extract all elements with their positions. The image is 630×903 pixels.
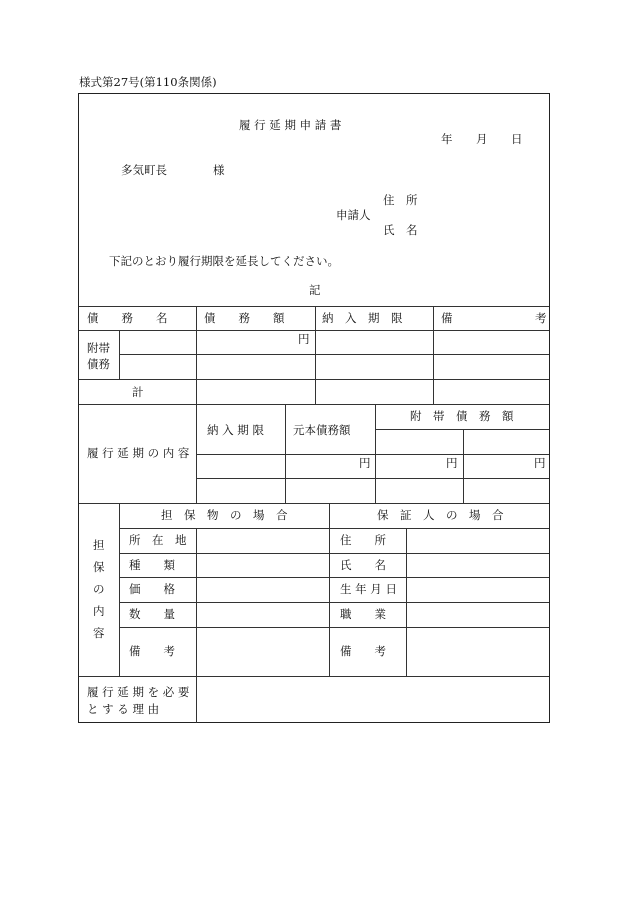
form-title: 履 行 延 期 申 請 書: [239, 118, 342, 132]
divider: [79, 503, 549, 504]
collateral-label-char: 容: [93, 626, 105, 640]
divider: [315, 306, 316, 404]
collateral-label-char: 担: [93, 538, 105, 552]
divider: [79, 306, 549, 307]
applicant-address-label: 住 所: [383, 193, 418, 207]
extension-attached-debt-amount: 附 帯 債 務 額: [410, 409, 514, 423]
divider: [463, 429, 464, 503]
date-day-label: 日: [511, 132, 523, 146]
divider: [196, 454, 549, 455]
reason-label-line2: と す る 理 由: [87, 702, 160, 716]
collateral-property-heading: 担 保 物 の 場 合: [161, 508, 288, 522]
extension-due-date: 納 入 期 限: [207, 423, 264, 437]
divider: [119, 354, 549, 355]
applicant-label: 申請人: [336, 208, 371, 222]
divider: [119, 602, 549, 603]
ki-heading: 記: [309, 283, 321, 297]
request-body-text: 下記のとおり履行期限を延長してください。: [109, 254, 339, 268]
form-number-label: 様式第27号(第110条関係): [79, 75, 217, 89]
property-quantity-label: 数 量: [129, 607, 175, 621]
guarantor-remarks-label: 備 考: [340, 644, 386, 658]
divider: [79, 379, 549, 380]
addressee-suffix: 様: [213, 163, 225, 177]
attached-debt-label-1: 附帯: [87, 341, 110, 355]
applicant-name-label: 氏 名: [383, 223, 418, 237]
divider: [119, 627, 549, 628]
yen-unit: 円: [534, 456, 546, 470]
extension-content-label: 履 行 延 期 の 内 容: [87, 446, 190, 460]
divider: [196, 306, 197, 404]
divider: [79, 404, 549, 405]
col-due-date: 納 入 期 限: [322, 311, 403, 325]
divider: [119, 553, 549, 554]
yen-unit: 円: [446, 456, 458, 470]
property-price-label: 価 格: [129, 582, 175, 596]
collateral-label-char: 保: [93, 560, 105, 574]
divider: [119, 330, 120, 379]
divider: [119, 577, 549, 578]
date-year-label: 年: [441, 132, 453, 146]
divider: [375, 429, 549, 430]
divider: [79, 676, 549, 677]
property-type-label: 種 類: [129, 558, 175, 572]
col-debt-name: 債 務 名: [87, 311, 168, 325]
collateral-label-char: 内: [93, 604, 105, 618]
divider: [196, 478, 549, 479]
col-remarks-end: 考: [535, 311, 547, 325]
yen-unit: 円: [359, 456, 371, 470]
property-remarks-label: 備 考: [129, 644, 175, 658]
property-location-label: 所 在 地: [129, 533, 187, 547]
total-label: 計: [132, 385, 144, 399]
guarantor-name-label: 氏 名: [340, 558, 386, 572]
divider: [196, 676, 197, 723]
collateral-guarantor-heading: 保 証 人 の 場 合: [377, 508, 504, 522]
addressee-name: 多気町長: [121, 163, 167, 177]
guarantor-birthdate-label: 生 年 月 日: [340, 582, 397, 596]
reason-label-line1: 履 行 延 期 を 必 要: [87, 685, 190, 699]
yen-unit: 円: [298, 332, 310, 346]
date-month-label: 月: [476, 132, 488, 146]
divider: [79, 330, 549, 331]
col-remarks-start: 備: [441, 311, 453, 325]
extension-principal-amount: 元本債務額: [293, 423, 351, 437]
attached-debt-label-2: 債務: [87, 357, 110, 371]
guarantor-address-label: 住 所: [340, 533, 386, 547]
application-form: [78, 93, 550, 723]
col-debt-amount: 債 務 額: [204, 311, 285, 325]
collateral-label-char: の: [93, 582, 105, 596]
guarantor-occupation-label: 職 業: [340, 607, 386, 621]
divider: [433, 306, 434, 404]
divider: [119, 528, 549, 529]
